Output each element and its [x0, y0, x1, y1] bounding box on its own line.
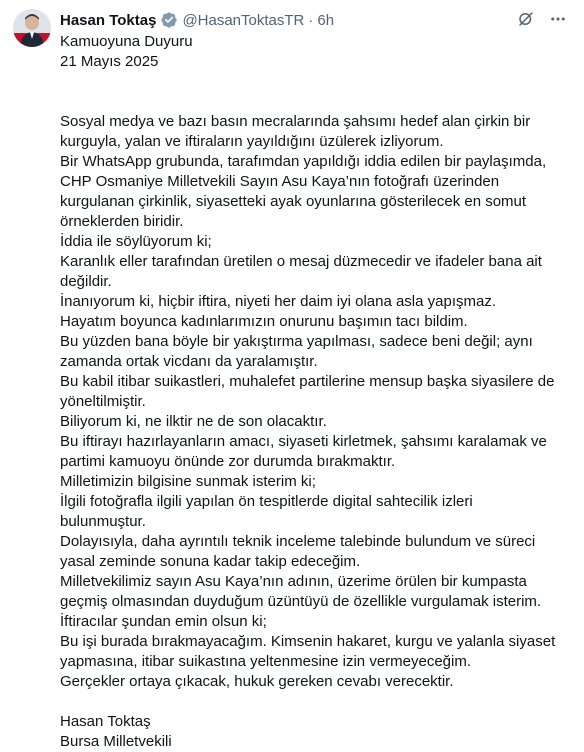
post-title: Kamuoyuna Duyuru: [60, 33, 193, 50]
statement-line: CHP Osmaniye Milletvekili Sayın Asu Kaya’nın fotoğrafı üzerinden: [60, 173, 500, 190]
statement-line: örneklerden biridir.: [60, 213, 184, 230]
blank-line: [60, 692, 578, 712]
statement-line: Sosyal medya ve bazı basın mecralarında şahsımı hedef alan çirkin bir: [60, 113, 531, 130]
statement-line: kurgulanan çirkinlik, siyasetteki ayak oyunlarına gösterilecek en somut: [60, 193, 527, 210]
blank-line: [60, 92, 578, 112]
statement-line: Bu kabil itibar suikastleri, muhalefet partilerine mensup başka siyasilere de: [60, 373, 555, 390]
grok-icon[interactable]: [516, 9, 536, 29]
statement-line: partimi kamuoyu önünde zor durumda bırakmaktır.: [60, 453, 396, 470]
tweet-header: [60, 9, 568, 31]
tweet-actions: [516, 9, 568, 29]
statement-line: Gerçekler ortaya çıkacak, hukuk gereken cevabı verecektir.: [60, 673, 454, 690]
post-time[interactable]: 6h: [317, 11, 335, 29]
statement-line: yöneltilmiştir.: [60, 393, 146, 410]
avatar[interactable]: [13, 9, 51, 47]
tweet-text: [60, 32, 578, 752]
statement-line: bulunmuştur.: [60, 513, 146, 530]
statement-line: Karanlık eller tarafından üretilen o mesaj düzmecedir ve ifadeler bana ait: [60, 253, 542, 270]
statement-line: Bu işi burada bırakmayacağım. Kimsenin hakaret, kurgu ve yalanla siyaset: [60, 633, 556, 650]
statement-line: yasal zeminde sonuna kadar takip edeceğim.: [60, 553, 361, 570]
statement-line: Dolayısıyla, daha ayrıntılı teknik inceleme talebinde bulundum ve süreci: [60, 533, 536, 550]
statement-line: İftiracılar şundan emin olsun ki;: [60, 613, 267, 630]
statement-line: Hayatım boyunca kadınlarımızın onurunu başımın tacı bildim.: [60, 313, 468, 330]
statement-line: İlgili fotoğrafla ilgili yapılan ön tespitlerde digital sahtecilik izleri: [60, 493, 473, 510]
post-date: 21 Mayıs 2025: [60, 53, 159, 70]
statement-line: İddia ile söylüyorum ki;: [60, 233, 212, 250]
verified-badge-icon: [160, 11, 178, 29]
statement-line: yapmasına, itibar suikastına yeltenmesine izin vermeyeceğim.: [60, 653, 472, 670]
statement-line: geçmiş olmasından duyduğum üzüntüyü de özellikle vurgulamak isterim.: [60, 593, 542, 610]
statement-line: Bu yüzden bana böyle bir yakıştırma yapılması, sadece beni değil; aynı: [60, 333, 533, 350]
author-handle[interactable]: @HasanToktasTR: [182, 11, 305, 29]
statement-line: değildir.: [60, 273, 112, 290]
statement-line: Milletvekilimiz sayın Asu Kaya’nın adının, üzerime örülen bir kumpasta: [60, 573, 527, 590]
more-icon[interactable]: [548, 9, 568, 29]
signature-name: Hasan Toktaş: [60, 713, 151, 730]
statement-body: [60, 112, 578, 692]
statement-line: Bir WhatsApp grubunda, tarafımdan yapıldığı iddia edilen bir paylaşımda,: [60, 153, 547, 170]
statement-line: zamanda ortak vicdanı da yaralamıştır.: [60, 353, 318, 370]
statement-line: Biliyorum ki, ne ilktir ne de son olacaktır.: [60, 413, 327, 430]
statement-line: kurguyla, yalan ve iftiraların yayıldığını üzülerek izliyorum.: [60, 133, 444, 150]
statement-line: İnanıyorum ki, hiçbir iftira, niyeti her daim iyi olana asla yapışmaz.: [60, 293, 497, 310]
statement-line: Milletimizin bilgisine sunmak isterim ki;: [60, 473, 316, 490]
avatar-photo: [13, 9, 51, 47]
statement-line: Bu iftirayı hazırlayanların amacı, siyaseti kirletmek, şahsımı karalamak ve: [60, 433, 547, 450]
signature-title: Bursa Milletvekili: [60, 733, 172, 750]
separator-dot: ·: [308, 11, 314, 29]
author-name[interactable]: Hasan Toktaş: [60, 11, 157, 29]
blank-line: [60, 72, 578, 92]
